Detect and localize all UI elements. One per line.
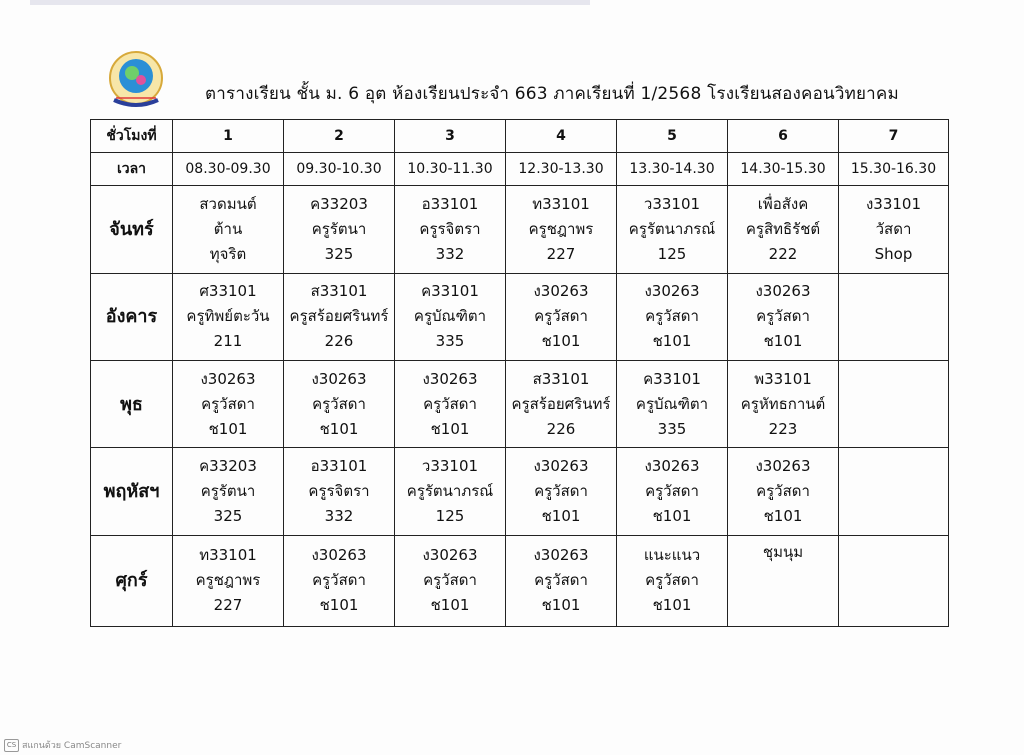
class-cell-line: 211 <box>213 332 243 351</box>
day-row <box>91 535 949 626</box>
class-cell <box>173 360 284 447</box>
class-cell <box>617 273 728 360</box>
class-cell-line: ง30263 <box>644 282 700 301</box>
class-cell-line: ครูวัสดา <box>423 571 477 590</box>
class-cell-line: ครูชฎาพร <box>528 219 594 238</box>
class-cell-line: ง30263 <box>533 282 589 301</box>
page-title: ตารางเรียน ชั้น ม. 6 อุต ห้องเรียนประจำ 663 ภาคเรียนที่ 1/2568 โรงเรียนสองคอนวิทยาคม <box>205 84 899 104</box>
class-cell-line: อ33101 <box>310 456 368 475</box>
class-cell-line: ครูสิทธิรัชต์ <box>745 219 821 238</box>
class-cell <box>173 273 284 360</box>
class-cell-line: ครูบัณฑิตา <box>413 307 487 326</box>
class-cell-line: ง30263 <box>644 456 700 475</box>
class-cell <box>395 448 506 535</box>
class-cell-line: ช101 <box>208 419 248 438</box>
class-cell <box>728 535 839 626</box>
class-cell <box>284 360 395 447</box>
time-cell: 09.30-10.30 <box>284 153 395 186</box>
class-cell-line: ง30263 <box>311 369 367 388</box>
scanner-watermark <box>4 738 121 752</box>
class-cell-line: ครูบัณฑิตา <box>635 394 709 413</box>
class-cell <box>839 535 949 626</box>
period-label-cell: ชั่วโมงที่ <box>91 120 173 153</box>
class-cell-line: ครูรัตนา <box>200 481 256 500</box>
class-cell-line: ง30263 <box>755 456 811 475</box>
day-row <box>91 360 949 447</box>
class-cell-line: ครูรัตนา <box>311 219 367 238</box>
class-cell <box>617 360 728 447</box>
class-cell <box>506 360 617 447</box>
class-cell <box>617 535 728 626</box>
class-cell <box>506 273 617 360</box>
class-cell-line: ช101 <box>652 332 692 351</box>
class-cell <box>617 186 728 273</box>
class-cell-line: 227 <box>546 244 576 263</box>
period-number-cell: 3 <box>395 120 506 153</box>
class-cell-line: ช101 <box>652 596 692 615</box>
class-cell <box>395 535 506 626</box>
class-cell-line: ครูวัสดา <box>534 571 588 590</box>
class-cell-line: 125 <box>435 506 465 525</box>
class-cell <box>284 448 395 535</box>
class-cell-line: ครูวัสดา <box>645 307 699 326</box>
time-label-cell: เวลา <box>91 153 173 186</box>
class-cell-line: ช101 <box>319 419 359 438</box>
day-name-cell: อังคาร <box>91 273 173 360</box>
class-cell <box>173 535 284 626</box>
class-cell-line: ส33101 <box>532 369 590 388</box>
school-logo <box>104 48 168 112</box>
class-cell-line: ครูวัสดา <box>312 394 366 413</box>
time-cell: 13.30-14.30 <box>617 153 728 186</box>
class-cell-line: ช101 <box>763 506 803 525</box>
time-cell: 10.30-11.30 <box>395 153 506 186</box>
class-cell-line: พ33101 <box>754 369 812 388</box>
class-cell <box>173 186 284 273</box>
class-cell-line: ครูวัสดา <box>645 571 699 590</box>
camscanner-icon: CS <box>4 739 19 752</box>
class-cell <box>395 273 506 360</box>
class-cell-line: ครูวัสดา <box>756 481 810 500</box>
class-cell-line: 335 <box>657 419 687 438</box>
class-cell <box>506 448 617 535</box>
class-cell-line: ครูรัตนาภรณ์ <box>628 219 716 238</box>
class-cell-line: ช101 <box>430 419 470 438</box>
class-cell-line: ค33203 <box>310 194 368 213</box>
class-cell <box>395 360 506 447</box>
class-cell <box>728 273 839 360</box>
time-cell: 15.30-16.30 <box>839 153 949 186</box>
class-cell-line: ครูสร้อยศรินทร์ <box>511 394 611 413</box>
class-cell-line: ครูวัสดา <box>645 481 699 500</box>
class-cell <box>839 273 949 360</box>
day-row <box>91 448 949 535</box>
class-cell-line: ต้าน <box>213 219 243 238</box>
class-cell-line: 223 <box>768 419 798 438</box>
class-cell <box>839 448 949 535</box>
time-cell: 12.30-13.30 <box>506 153 617 186</box>
class-cell-line: ครูวัสดา <box>312 571 366 590</box>
class-cell <box>728 186 839 273</box>
class-cell-line: ง33101 <box>865 194 922 213</box>
day-name-cell: จันทร์ <box>91 186 173 273</box>
scan-edge-line <box>30 0 590 5</box>
class-cell <box>284 273 395 360</box>
class-cell-line: ช101 <box>430 596 470 615</box>
class-cell-line: 226 <box>546 419 576 438</box>
class-cell-line: ค33101 <box>643 369 701 388</box>
class-cell <box>728 360 839 447</box>
class-cell <box>728 448 839 535</box>
class-cell <box>506 186 617 273</box>
class-cell-line: 222 <box>768 244 798 263</box>
class-cell <box>839 360 949 447</box>
day-name-cell: ศุกร์ <box>91 535 173 626</box>
class-cell-line: ช101 <box>652 506 692 525</box>
class-cell-line: ว33101 <box>421 456 479 475</box>
class-cell-line: ครูวัสดา <box>534 307 588 326</box>
class-cell-line: ช101 <box>541 596 581 615</box>
class-cell <box>617 448 728 535</box>
period-number-cell: 4 <box>506 120 617 153</box>
class-cell <box>284 186 395 273</box>
class-cell-line: ครูทิพย์ตะวัน <box>186 307 270 326</box>
class-cell-line: วัสดา <box>875 219 912 238</box>
class-cell-line: ค33101 <box>421 282 479 301</box>
class-cell-line: ครูวัสดา <box>534 481 588 500</box>
class-cell-line: 332 <box>435 244 465 263</box>
timetable <box>90 119 949 627</box>
class-cell-line: แนะแนว <box>643 546 701 565</box>
period-number-cell: 6 <box>728 120 839 153</box>
day-name-cell: พฤหัสฯ <box>91 448 173 535</box>
class-cell-line: ครูชฎาพร <box>195 571 261 590</box>
class-cell-line: ครูรัตนาภรณ์ <box>406 481 494 500</box>
class-cell-line: สวดมนต์ <box>199 194 257 213</box>
day-name-cell: พุธ <box>91 360 173 447</box>
class-cell-line: 332 <box>324 506 354 525</box>
class-cell-line: ง30263 <box>533 546 589 565</box>
class-cell-line: ง30263 <box>422 546 478 565</box>
class-cell-line: 335 <box>435 332 465 351</box>
class-cell-line: ง30263 <box>755 282 811 301</box>
class-cell-line: 226 <box>324 332 354 351</box>
class-cell-line: อ33101 <box>421 194 479 213</box>
class-cell-line: ชุมนุม <box>762 542 804 561</box>
class-cell-line: ง30263 <box>200 369 256 388</box>
period-number-cell: 1 <box>173 120 284 153</box>
class-cell-line: ครูวัสดา <box>201 394 255 413</box>
time-cell: 14.30-15.30 <box>728 153 839 186</box>
header-row <box>91 120 949 153</box>
class-cell-line: ช101 <box>319 596 359 615</box>
class-cell-line: ครูรจิตรา <box>308 481 370 500</box>
class-cell-line: ศ33101 <box>199 282 257 301</box>
class-cell-line: ครูรจิตรา <box>419 219 481 238</box>
class-cell-line: ช101 <box>541 332 581 351</box>
period-number-cell: 5 <box>617 120 728 153</box>
class-cell-line: 227 <box>213 596 243 615</box>
class-cell-line: ว33101 <box>643 194 701 213</box>
day-row <box>91 186 949 273</box>
class-cell-line: Shop <box>874 244 913 263</box>
class-cell-line: 325 <box>213 506 243 525</box>
class-cell-line: ทุจริต <box>209 244 247 263</box>
class-cell <box>839 186 949 273</box>
time-cell: 08.30-09.30 <box>173 153 284 186</box>
class-cell-line: ช101 <box>763 332 803 351</box>
day-row <box>91 273 949 360</box>
class-cell-line: ครูหัทธกานต์ <box>740 394 826 413</box>
class-cell-line: ช101 <box>541 506 581 525</box>
class-cell-line: ส33101 <box>310 282 368 301</box>
class-cell-line: ค33203 <box>199 456 257 475</box>
class-cell-line: ท33101 <box>532 194 590 213</box>
period-number-cell: 7 <box>839 120 949 153</box>
time-row <box>91 153 949 186</box>
class-cell-line: ง30263 <box>422 369 478 388</box>
class-cell <box>284 535 395 626</box>
class-cell <box>395 186 506 273</box>
class-cell-line: 325 <box>324 244 354 263</box>
class-cell-line: ครูสร้อยศรินทร์ <box>289 307 389 326</box>
class-cell-line: เพื่อสังค <box>757 194 809 213</box>
class-cell-line: ง30263 <box>311 546 367 565</box>
class-cell-line: ท33101 <box>199 546 257 565</box>
class-cell <box>506 535 617 626</box>
class-cell <box>173 448 284 535</box>
period-number-cell: 2 <box>284 120 395 153</box>
class-cell-line: ครูวัสดา <box>756 307 810 326</box>
class-cell-line: 125 <box>657 244 687 263</box>
scanner-watermark-text: สแกนด้วย CamScanner <box>22 741 122 751</box>
class-cell-line: ครูวัสดา <box>423 394 477 413</box>
class-cell-line: ง30263 <box>533 456 589 475</box>
